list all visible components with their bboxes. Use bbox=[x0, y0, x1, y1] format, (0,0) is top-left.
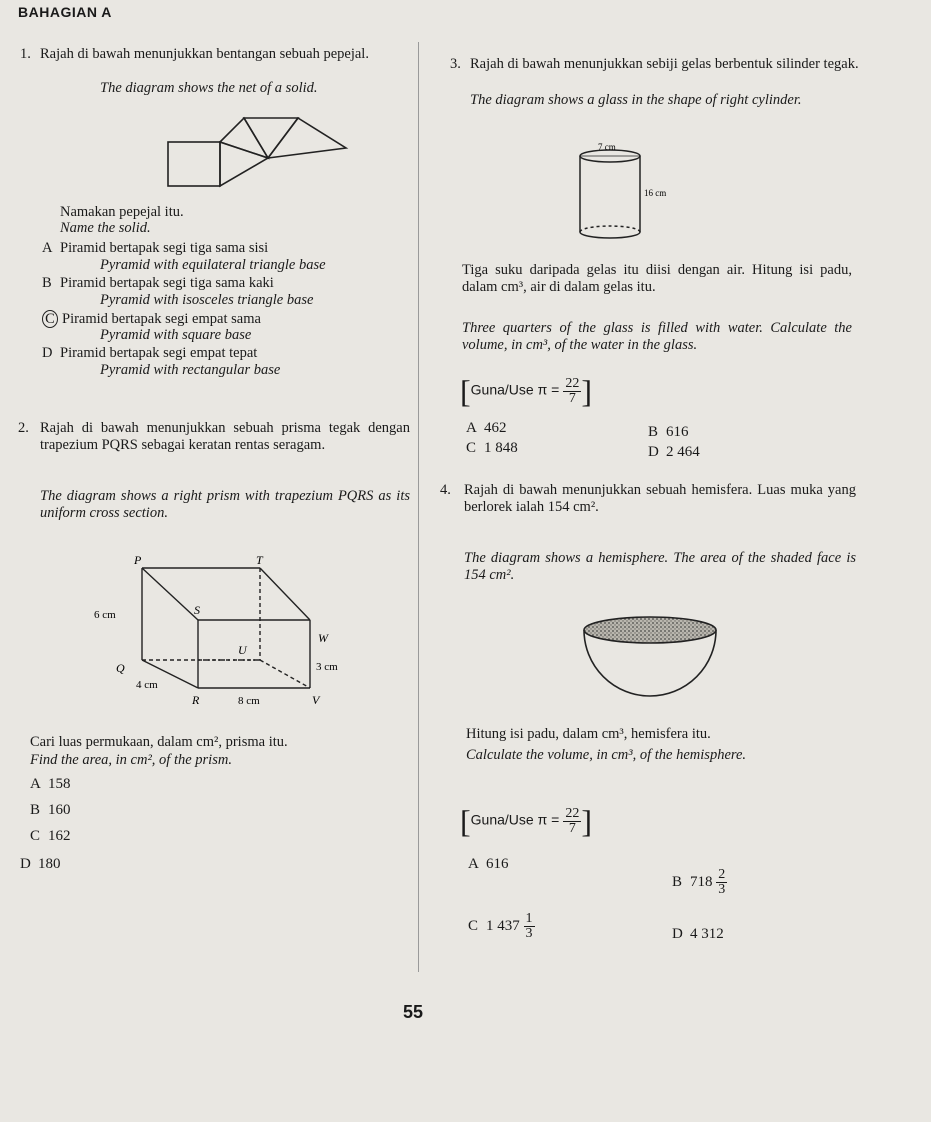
q1-option-c-circled: C bbox=[42, 310, 58, 328]
q4-ask-ms: Hitung isi padu, dalam cm³, hemisfera itu. bbox=[466, 726, 711, 742]
q3-number: 3. bbox=[450, 56, 461, 72]
net-triangle-4 bbox=[220, 142, 268, 186]
q1-option-b[interactable]: B Piramid bertapak segi tiga sama kaki bbox=[42, 275, 274, 291]
q2-text-en: The diagram shows a right prism with trapezium PQRS as its uniform cross section. bbox=[40, 488, 410, 521]
q1-ask-en: Name the solid. bbox=[60, 220, 151, 236]
q4-pi-note: [Guna/Use π = $\frac{22}{7}$ ] bbox=[460, 803, 592, 839]
q1-text-en: The diagram shows the net of a solid. bbox=[100, 80, 318, 96]
q3-ask-en: Three quarters of the glass is filled with water. Calculate the volume, in cm³, of the water in the glass. bbox=[462, 320, 852, 353]
q2-option-c[interactable]: C 162 bbox=[30, 828, 71, 844]
q2-text-ms: Rajah di bawah menunjukkan sebuah prisma tegak dengan trapezium PQRS sebagai keratan rentas seragam. bbox=[40, 420, 410, 453]
label-r: R bbox=[192, 693, 200, 707]
q1-option-a[interactable]: A Piramid bertapak segi tiga sama sisi bbox=[42, 240, 269, 256]
q1-net-diagram bbox=[160, 110, 350, 192]
q3-option-a[interactable]: A 462 bbox=[466, 420, 507, 436]
q1-ask-ms: Namakan pepejal itu. bbox=[60, 204, 184, 220]
q3-option-b[interactable]: B 616 bbox=[648, 424, 689, 440]
q3-pi-note: [Guna/Use π = $\frac{22}{7}$ ] bbox=[460, 373, 592, 409]
net-triangle-1 bbox=[220, 118, 268, 158]
dim-6cm: 6 cm bbox=[94, 609, 116, 621]
q2-ask-en: Find the area, in cm², of the prism. bbox=[30, 752, 232, 768]
q3-option-c[interactable]: C 1 848 bbox=[466, 440, 518, 456]
q1-option-c[interactable]: C Piramid bertapak segi empat sama bbox=[42, 310, 261, 328]
q2-number: 2. bbox=[18, 420, 29, 436]
q4-option-b[interactable]: B 718 $\frac{2}{3}$ bbox=[672, 867, 726, 897]
label-v: V bbox=[312, 693, 320, 707]
dim-7cm: 7 cm bbox=[598, 142, 616, 152]
q4-hemisphere-diagram bbox=[580, 610, 720, 700]
q2-option-b[interactable]: B 160 bbox=[30, 802, 71, 818]
q4-number: 4. bbox=[440, 482, 451, 498]
dim-4cm: 4 cm bbox=[136, 679, 158, 691]
q2-option-a[interactable]: A 158 bbox=[30, 776, 71, 792]
q3-text-en: The diagram shows a glass in the shape of right cylinder. bbox=[470, 92, 802, 108]
dim-3cm: 3 cm bbox=[316, 661, 338, 673]
q2-option-d[interactable]: D 180 bbox=[20, 856, 61, 872]
q3-cylinder-diagram bbox=[570, 138, 710, 248]
label-q: Q bbox=[116, 661, 125, 675]
label-u: U bbox=[238, 643, 247, 657]
q1-text-ms: Rajah di bawah menunjukkan bentangan sebuah pepejal. bbox=[40, 46, 369, 62]
label-p: P bbox=[134, 553, 142, 567]
q3-ask-ms: Tiga suku daripada gelas itu diisi dengan air. Hitung isi padu, dalam cm³, air di dalam gelas itu. bbox=[462, 262, 852, 295]
q4-ask-en: Calculate the volume, in cm³, of the hemisphere. bbox=[466, 747, 747, 763]
q4-text-en: The diagram shows a hemisphere. The area of the shaded face is 154 cm². bbox=[464, 550, 856, 583]
section-title: BAHAGIAN A bbox=[18, 4, 112, 20]
q2-prism-diagram bbox=[90, 550, 360, 710]
net-square-base bbox=[168, 142, 220, 186]
q4-option-d[interactable]: D 4 312 bbox=[672, 926, 724, 942]
q3-option-d[interactable]: D 2 464 bbox=[648, 444, 700, 460]
q1-option-b-en: Pyramid with isosceles triangle base bbox=[100, 292, 314, 308]
q1-option-c-en: Pyramid with square base bbox=[100, 327, 252, 343]
page-number: 55 bbox=[403, 1002, 424, 1022]
q4-option-a[interactable]: A 616 bbox=[468, 856, 509, 872]
net-triangle-3 bbox=[268, 118, 346, 158]
q3-text-ms: Rajah di bawah menunjukkan sebiji gelas berbentuk silinder tegak. bbox=[470, 56, 859, 72]
label-w: W bbox=[318, 631, 328, 645]
q2-ask-ms: Cari luas permukaan, dalam cm², prisma itu. bbox=[30, 734, 288, 750]
label-t: T bbox=[256, 553, 263, 567]
shaded-face bbox=[584, 617, 716, 643]
dim-16cm: 16 cm bbox=[644, 188, 667, 198]
label-s: S bbox=[194, 603, 200, 617]
q1-option-d[interactable]: D Piramid bertapak segi empat tepat bbox=[42, 345, 258, 361]
q1-number: 1. bbox=[20, 46, 31, 62]
q4-text-ms: Rajah di bawah menunjukkan sebuah hemisfera. Luas muka yang berlorek ialah 154 cm². bbox=[464, 482, 856, 515]
column-divider bbox=[418, 42, 419, 972]
q4-option-c[interactable]: C 1 437 $\frac{1}{3}$ bbox=[468, 911, 533, 941]
dim-8cm: 8 cm bbox=[238, 695, 260, 707]
q1-option-a-en: Pyramid with equilateral triangle base bbox=[100, 257, 326, 273]
q1-option-d-en: Pyramid with rectangular base bbox=[100, 362, 281, 378]
